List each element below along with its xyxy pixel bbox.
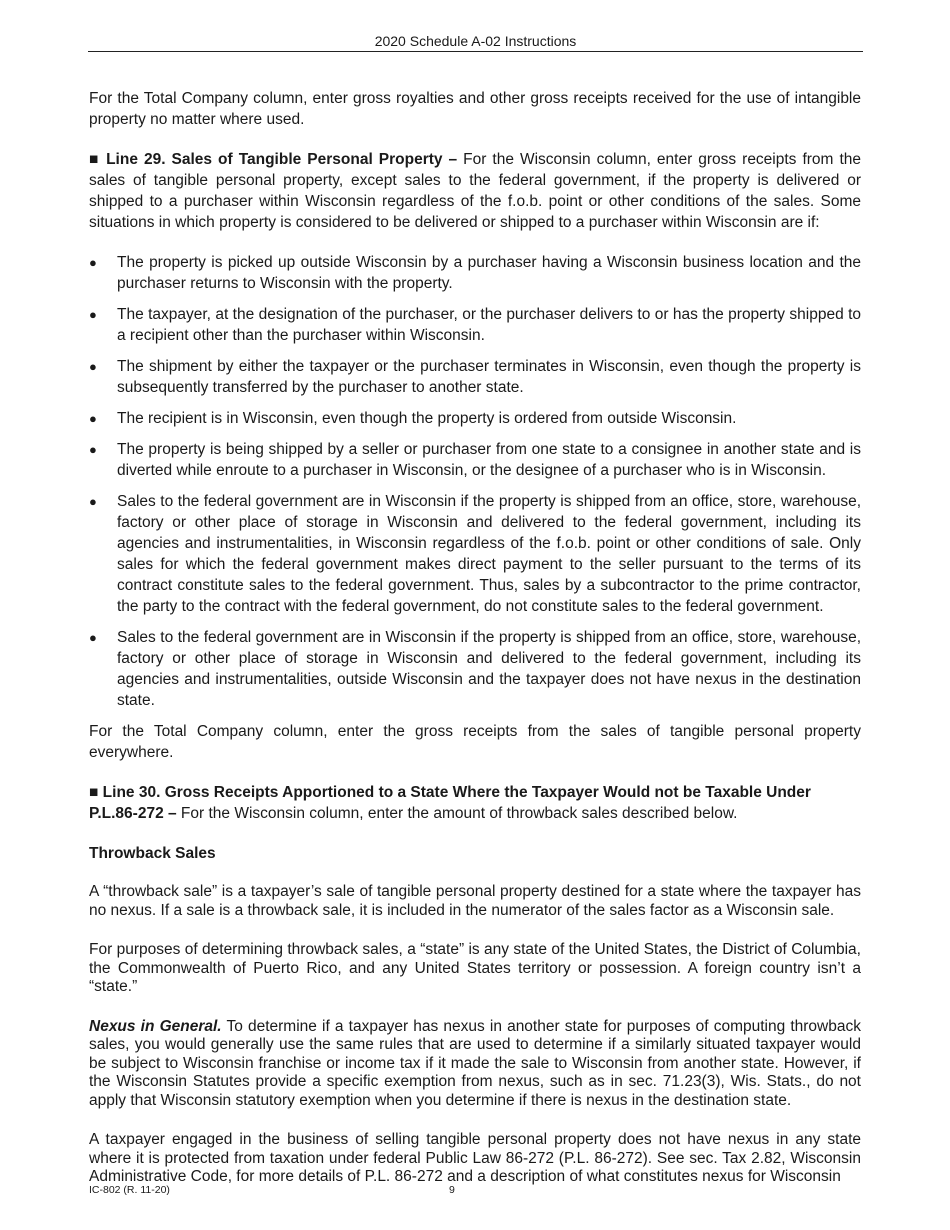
list-item-text: Sales to the federal government are in Wisconsin if the property is shipped from an office, store, warehouse, factory or other place of storage in Wisconsin and delivered to the federal government, including its agencies and instrumentalities, outside Wisconsin and the taxpayer does not have nexus in the destination state. (117, 629, 861, 709)
bullet-icon: ● (89, 630, 97, 645)
nexus-heading: Nexus in General. (89, 1017, 222, 1035)
list-item (89, 304, 861, 346)
line-29-marker: ■ (89, 151, 107, 168)
bullet-icon: ● (89, 255, 97, 270)
document-body (89, 88, 861, 1208)
footer-form-number: IC-802 (R. 11-20) (89, 1184, 170, 1196)
line-30-marker: ■ (89, 784, 103, 801)
line-30-text: For the Wisconsin column, enter the amount of throwback sales described below. (176, 805, 738, 822)
list-item-text: The taxpayer, at the designation of the purchaser, or the purchaser delivers to or has the property shipped to a recipient other than the purchaser within Wisconsin. (117, 306, 861, 344)
list-item-text: The property is being shipped by a seller or purchaser from one state to a consignee in another state and is diverted while enroute to a purchaser in Wisconsin, or the designee of a purchaser who is in Wisconsin. (117, 441, 861, 479)
line-29-text: For the Wisconsin column, enter gross receipts from the sales of tangible personal property, except sales to the federal government, if the property is delivered or shipped to a purchaser within Wisconsin regardless of the f.o.b. point or other conditions of the sales. Some situations in which property is considered to be delivered or shipped to a purchaser within Wisconsin are if: (89, 151, 861, 231)
paragraph-state-definition: For purposes of determining throwback sales, a “state” is any state of the United States, the District of Columbia, the Commonwealth of Puerto Rico, and any United States territory or possession. A foreign country isn’t a “state.” (89, 941, 861, 995)
list-item-text: The property is picked up outside Wisconsin by a purchaser having a Wisconsin business location and the purchaser returns to Wisconsin with the property. (117, 254, 861, 292)
line-29-heading: Line 29. Sales of Tangible Personal Property – (106, 151, 458, 168)
throwback-sales-heading: Throwback Sales (89, 845, 216, 862)
list-item (89, 439, 861, 481)
list-item-text: The recipient is in Wisconsin, even though the property is ordered from outside Wisconsin. (117, 410, 737, 427)
bullet-icon: ● (89, 494, 97, 509)
list-item-text: The shipment by either the taxpayer or the purchaser terminates in Wisconsin, even though the property is subsequently transferred by the purchaser to another state. (117, 358, 861, 396)
paragraph-pl-86-272: A taxpayer engaged in the business of selling tangible personal property does not have nexus in any state where it is protected from taxation under federal Public Law 86-272 (P.L. 86-272). See sec. Tax 2.82, Wisconsin Administrative Code, for more details of P.L. 86-272 and a description of what constitutes nexus for Wisconsin (89, 1131, 861, 1185)
paragraph-line-29 (89, 149, 861, 233)
bullet-list (89, 252, 861, 711)
paragraph-nexus-in-general (89, 1018, 861, 1111)
paragraph-total-company-royalties: For the Total Company column, enter gross royalties and other gross receipts received for the use of intangible property no matter where used. (89, 90, 861, 128)
line-30-heading: Line 30. Gross Receipts Apportioned to a State Where the Taxpayer Would not be Taxable Under P.L.86-272 – (89, 784, 811, 822)
list-item (89, 627, 861, 711)
list-item (89, 491, 861, 617)
paragraph-total-company-sales: For the Total Company column, enter the gross receipts from the sales of tangible personal property everywhere. (89, 723, 861, 761)
bullet-icon: ● (89, 307, 97, 322)
list-item (89, 356, 861, 398)
footer-page-number: 9 (449, 1184, 455, 1196)
header-rule (88, 51, 863, 52)
paragraph-line-30 (89, 782, 861, 824)
bullet-icon: ● (89, 411, 97, 426)
list-item (89, 252, 861, 294)
page-header-title: 2020 Schedule A-02 Instructions (374, 33, 577, 49)
nexus-text: To determine if a taxpayer has nexus in another state for purposes of computing throwback sales, you would generally use the same rules that are used to determine if a similarly situated taxpayer would be subject to Wisconsin franchise or income tax if it made the sale to Wisconsin from another state. However, if the Wisconsin Statutes provide a specific exemption from nexus, such as in sec. 71.23(3), Wis. Stats., do not apply that Wisconsin statutory exemption when you determine if there is nexus in the destination state. (89, 1017, 861, 1109)
paragraph-throwback-definition: A “throwback sale” is a taxpayer’s sale of tangible personal property destined for a state where the taxpayer has no nexus. If a sale is a throwback sale, it is included in the numerator of the sales factor as a Wisconsin sale. (89, 883, 861, 919)
list-item-text: Sales to the federal government are in Wisconsin if the property is shipped from an office, store, warehouse, factory or other place of storage in Wisconsin and delivered to the federal government, including its agencies and instrumentalities, in Wisconsin regardless of the f.o.b. point or other conditions of sale. Only sales for which the federal government makes direct payment to the seller pursuant to the terms of its contract constitute sales to the federal government. Thus, sales by a subcontractor to the prime contractor, the party to the contract with the federal government, do not constitute sales to the federal government. (117, 493, 861, 615)
list-item (89, 408, 861, 429)
bullet-icon: ● (89, 442, 97, 457)
bullet-icon: ● (89, 359, 97, 374)
